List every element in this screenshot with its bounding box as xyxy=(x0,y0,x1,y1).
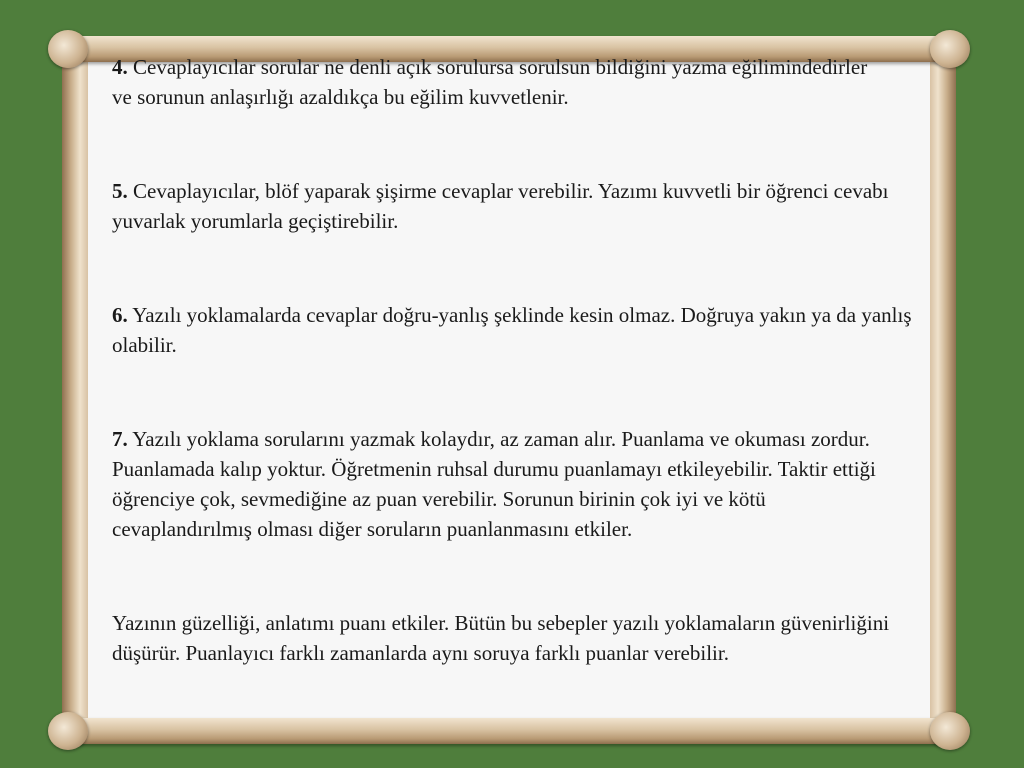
item-number: 5. xyxy=(112,179,128,203)
scroll-rod-cap-icon xyxy=(48,30,88,68)
item-text: Yazılı yoklamalarda cevaplar doğru-yanlış şeklinde kesin olmaz. Doğruya yakın ya da yanlış olabilir. xyxy=(112,303,912,357)
item-text: Cevaplayıcılar sorular ne denli açık sorulursa sorulsun bildiğini yazma eğilimindedirler ve sorunun anlaşırlığı azaldıkça bu eğilim kuvvetlenir. xyxy=(112,55,868,109)
item-text: Yazılı yoklama sorularını yazmak kolaydır, az zaman alır. Puanlama ve okuması zordur. Puanlamada kalıp yoktur. Öğretmenin ruhsal durumu puanlamayı etkileyebilir. Taktir ettiği öğrenciye çok, sevmediğine az puan verebilir. Sorunun birinin çok iyi ve kötü cevaplandırılmış olması diğer soruların puanlanmasını etkiler. xyxy=(112,427,876,541)
item-number: 6. xyxy=(112,303,128,327)
item-number: 7. xyxy=(112,427,128,451)
list-item xyxy=(112,52,872,112)
scroll-rod-cap-icon xyxy=(930,30,970,68)
list-item xyxy=(112,424,882,544)
scroll-rod-cap-icon xyxy=(930,712,970,750)
scroll-bottom-rod xyxy=(52,718,966,744)
list-item xyxy=(112,176,902,236)
scroll-right-edge xyxy=(926,50,956,730)
scroll-rod-cap-icon xyxy=(48,712,88,750)
closing-paragraph: Yazının güzelliği, anlatımı puanı etkiler. Bütün bu sebepler yazılı yoklamaların güvenirliğini düşürür. Puanlayıcı farklı zamanlarda aynı soruya farklı puanlar verebilir. xyxy=(112,611,890,665)
item-text: Cevaplayıcılar, blöf yaparak şişirme cevaplar verebilir. Yazımı kuvvetli bir öğrenci cevabı yuvarlak yorumlarla geçiştirebilir. xyxy=(112,179,889,233)
item-number: 4. xyxy=(112,55,128,79)
slide-content xyxy=(112,52,930,668)
list-item xyxy=(112,300,912,360)
